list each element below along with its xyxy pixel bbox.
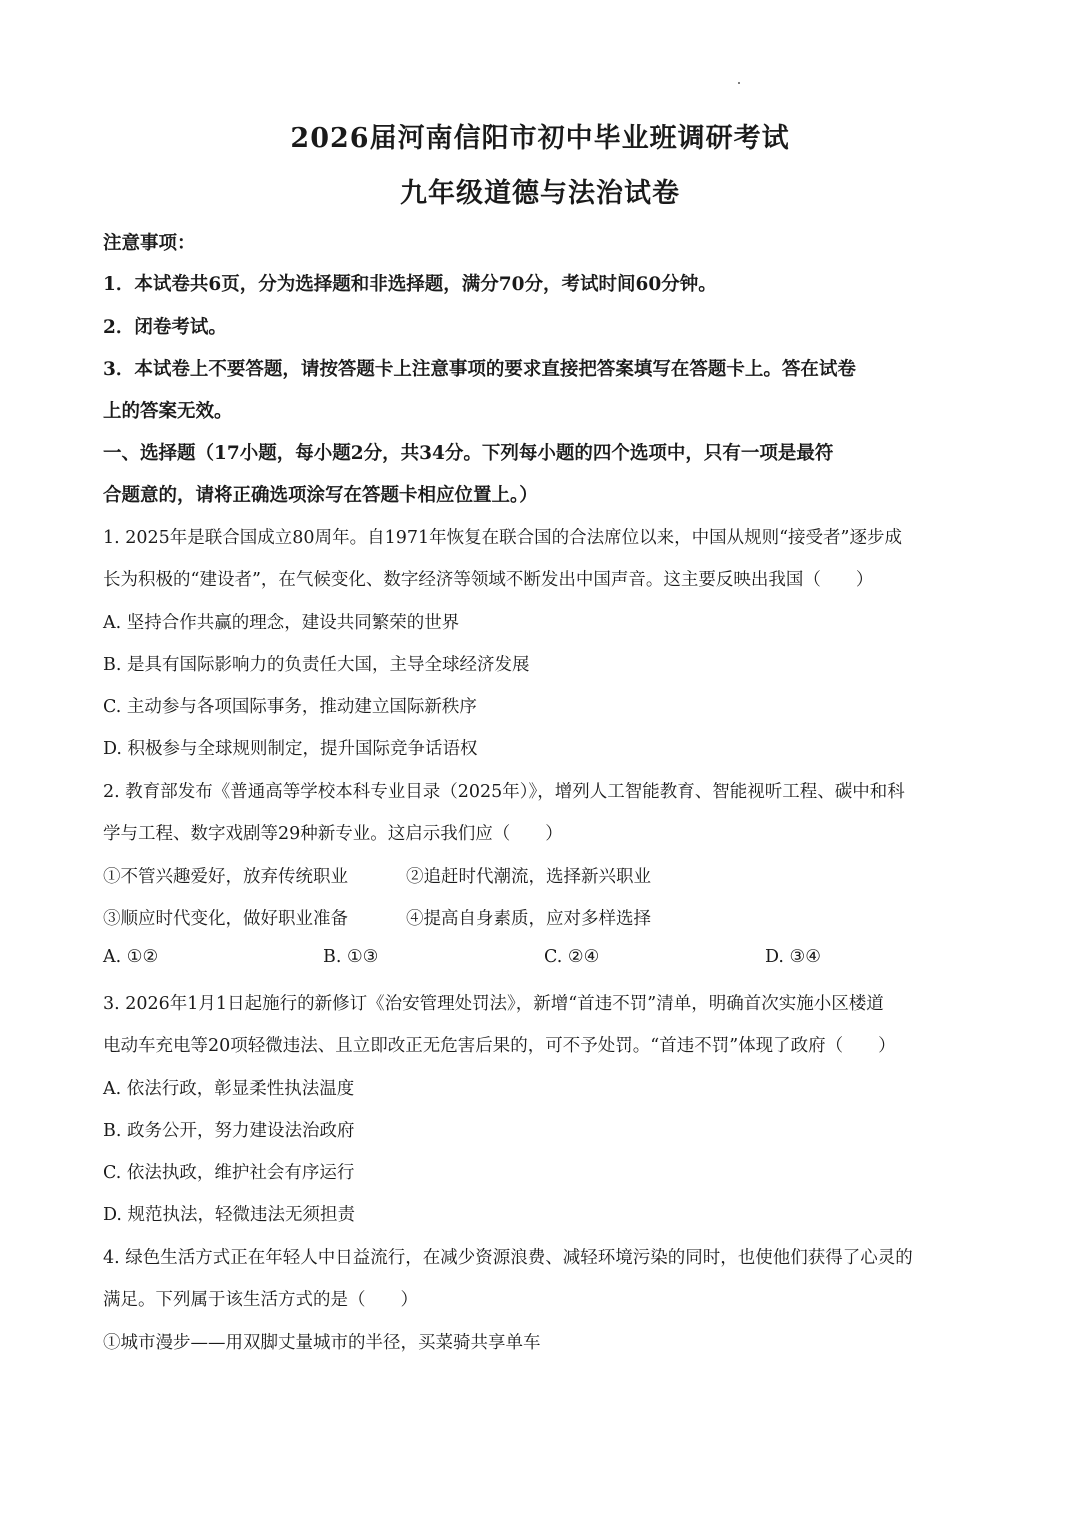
q3-stem: 3. 2026年1月1日起施行的新修订《治安管理处罚法》，新增“首违不罚”清单，明确首次实施小区楼道 <box>103 994 884 1014</box>
scan-speck <box>738 82 740 84</box>
q4-statement-1: ①城市漫步——用双脚丈量城市的半径，买菜骑共享单车 <box>103 1333 541 1353</box>
q1-option-a: A. 坚持合作共赢的理念，建设共同繁荣的世界 <box>103 613 460 633</box>
section-heading: 一、选择题（17小题，每小题2分，共34分。下列每小题的四个选项中，只有一项是最符 <box>103 443 834 464</box>
q1-stem-cont: 长为积极的“建设者”，在气候变化、数字经济等领域不断发出中国声音。这主要反映出我国（ ） <box>103 570 874 590</box>
notice-item-3-cont: 上的答案无效。 <box>103 401 233 422</box>
q3-stem-cont: 电动车充电等20项轻微违法、且立即改正无危害后果的，可不予处罚。“首违不罚”体现了政府（ ） <box>103 1036 896 1056</box>
exam-title: 2026届河南信阳市初中毕业班调研考试 <box>290 123 790 154</box>
q2-statement-2: ②追赶时代潮流，选择新兴职业 <box>406 867 651 887</box>
q1-option-b: B. 是具有国际影响力的负责任大国，主导全球经济发展 <box>103 655 530 675</box>
q2-stem: 2. 教育部发布《普通高等学校本科专业目录（2025年）》，增列人工智能教育、智能视听工程、碳中和科 <box>103 782 905 802</box>
q3-option-b: B. 政务公开，努力建设法治政府 <box>103 1121 355 1141</box>
notice-item-2: 2．闭卷考试。 <box>103 317 227 338</box>
q3-option-a: A. 依法行政，彰显柔性执法温度 <box>103 1079 355 1099</box>
notice-item-3: 3．本试卷上不要答题，请按答题卡上注意事项的要求直接把答案填写在答题卡上。答在试卷 <box>103 359 856 380</box>
q2-option-b: B. ①③ <box>323 947 379 967</box>
q2-option-a: A. ①② <box>103 947 159 967</box>
exam-subtitle: 九年级道德与法治试卷 <box>400 178 680 209</box>
section-heading-cont: 合题意的，请将正确选项涂写在答题卡相应位置上。） <box>103 485 538 506</box>
q2-statement-3: ③顺应时代变化，做好职业准备 <box>103 909 348 929</box>
q1-option-c: C. 主动参与各项国际事务，推动建立国际新秩序 <box>103 697 477 717</box>
q1-option-d: D. 积极参与全球规则制定，提升国际竞争话语权 <box>103 739 478 759</box>
notice-item-1: 1．本试卷共6页，分为选择题和非选择题，满分70分，考试时间60分钟。 <box>103 274 717 295</box>
q2-option-d: D. ③④ <box>765 947 821 967</box>
q2-statement-4: ④提高自身素质，应对多样选择 <box>406 909 651 929</box>
q2-stem-cont: 学与工程、数字戏剧等29种新专业。这启示我们应（ ） <box>103 824 563 844</box>
q2-option-c: C. ②④ <box>544 947 600 967</box>
q2-statement-1: ①不管兴趣爱好，放弃传统职业 <box>103 867 348 887</box>
q3-option-d: D. 规范执法，轻微违法无须担责 <box>103 1205 356 1225</box>
q4-stem: 4. 绿色生活方式正在年轻人中日益流行，在减少资源浪费、减轻环境污染的同时，也使他们获得了心灵的 <box>103 1248 913 1268</box>
q1-stem: 1. 2025年是联合国成立80周年。自1971年恢复在联合国的合法席位以来，中国从规则“接受者”逐步成 <box>103 528 902 548</box>
q4-stem-cont: 满足。下列属于该生活方式的是（ ） <box>103 1290 418 1310</box>
q3-option-c: C. 依法执政，维护社会有序运行 <box>103 1163 355 1183</box>
notice-heading: 注意事项： <box>103 233 196 254</box>
